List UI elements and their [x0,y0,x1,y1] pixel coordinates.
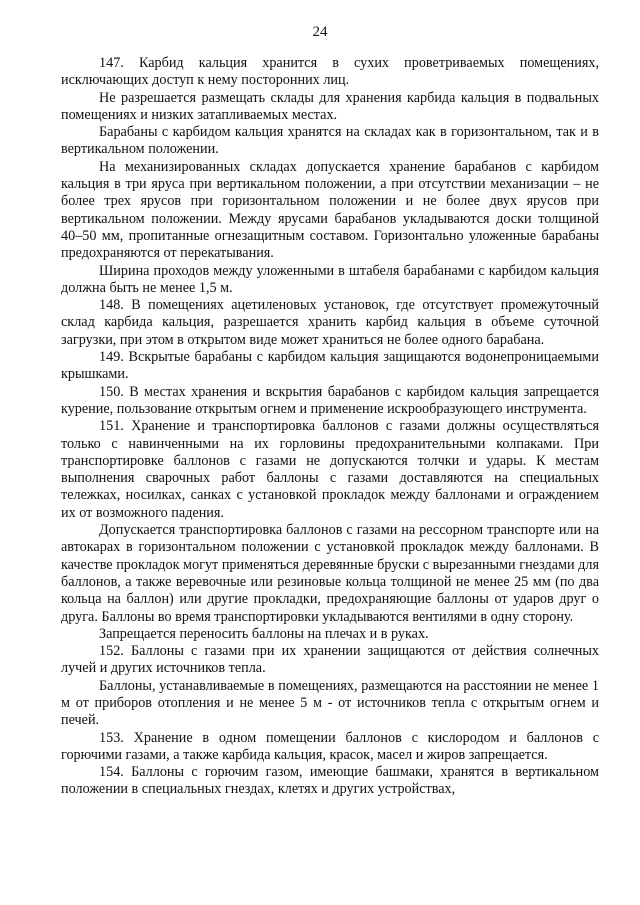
paragraph-drum-orientation: Барабаны с карбидом кальция хранятся на складах как в горизонтальном, так и в вертикальном положении. [61,124,599,158]
paragraph-no-basement-storage: Не разрешается размещать склады для хранения карбида кальция в подвальных помещениях и низких затапливаемых местах. [61,89,599,123]
paragraph-149: 149. Вскрытые барабаны с карбидом кальция защищаются водонепроницаемыми крышками. [61,349,599,383]
paragraph-150: 150. В местах хранения и вскрытия барабанов с карбидом кальция запрещается курение, пользование открытым огнем и применение искрообразующего инструмента. [61,383,599,417]
paragraph-aisle-width: Ширина проходов между уложенными в штабеля барабанами с карбидом кальция должна быть не менее 1,5 м. [61,262,599,296]
paragraph-placement-distance: Баллоны, устанавливаемые в помещениях, размещаются на расстоянии не менее 1 м от приборов отопления и не менее 5 м - от источников тепла с открытым огнем и печей. [61,677,599,729]
paragraph-148: 148. В помещениях ацетиленовых установок, где отсутствует промежуточный склад карбида кальция, разрешается хранить карбид кальция в объеме суточной загрузки, при этом в открытом виде может храниться не более одного барабана. [61,297,599,348]
paragraph-151: 151. Хранение и транспортировка баллонов с газами должны осуществляться только с навинченными на их горловины предохранительными колпаками. При транспортировке баллонов с газами не допускаются толчки и удары. К местам выполнения сварочных работ баллоны с газами доставляются на специальных тележках, носилках, санках с установкой прокладок между баллонами и ограждением их от возможного падения. [61,418,599,521]
paragraph-147: 147. Карбид кальция хранится в сухих проветриваемых помещениях, исключающих доступ к нему посторонних лиц. [61,55,599,89]
paragraph-153: 153. Хранение в одном помещении баллонов с кислородом и баллонов с горючими газами, а также карбида кальция, красок, масел и жиров запрещается. [61,729,599,763]
page-number: 24 [312,24,328,40]
document-body [61,55,599,799]
paragraph-transport-allowed: Допускается транспортировка баллонов с газами на рессорном транспорте или на автокарах в горизонтальном положении с установкой прокладок между баллонами. В качестве прокладок могут применяться деревянные бруски с вырезанными гнездами для баллонов, а также веревочные или резиновые кольца толщиной не менее 25 мм (по два кольца на баллон) или другие прокладки, предохраняющие баллоны от ударов друг о друга. Баллоны во время транспортировки укладываются вентилями в одну сторону. [61,522,599,625]
paragraph-154: 154. Баллоны с горючим газом, имеющие башмаки, хранятся в вертикальном положении в специальных гнездах, клетях и других устройствах, [61,764,599,798]
paragraph-152: 152. Баллоны с газами при их хранении защищаются от действия солнечных лучей и других источников тепла. [61,643,599,677]
paragraph-mechanized-warehouses: На механизированных складах допускается хранение барабанов с карбидом кальция в три яруса при вертикальном положении, а при отсутствии механизации – не более трех ярусов при горизонтальном положении и не более двух ярусов при вертикальном положении. Между ярусами барабанов укладываются доски толщиной 40–50 мм, пропитанные огнезащитным составом. Горизонтально уложенные барабаны предохраняются от перекатывания. [61,158,599,262]
paragraph-no-carrying: Запрещается переносить баллоны на плечах и в руках. [99,625,429,642]
